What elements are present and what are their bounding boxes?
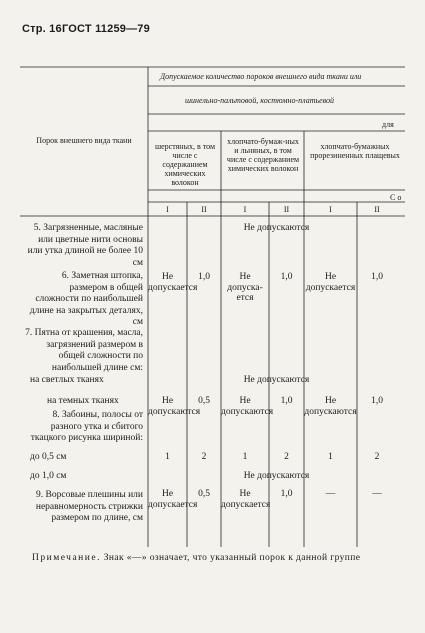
header-top: Допускаемое количество пороков внешнего вида ткани или (160, 72, 362, 81)
row-6-cell-5: Не допускается (305, 272, 356, 293)
row-9-label: 9. Ворсовые плешины или неравномерность стрижки размером по длине, см (35, 490, 143, 523)
row-8-cell-5: 1 (328, 452, 333, 462)
row-6-cell-4: 1,0 (280, 272, 293, 282)
row-9-cell-6: — (372, 489, 382, 499)
row-7-dark-cell-1: Не допускаются (148, 396, 201, 417)
row-7-dark-label: на темных тканях (47, 396, 119, 406)
group-wool: шерстяных, в том числе с содержанием химических волокон (154, 142, 216, 187)
header-dlya: для (382, 120, 394, 129)
row-8-cell-2: 2 (201, 452, 207, 462)
row-9-cell-3: Не допускается (221, 489, 271, 510)
grade-2b: II (283, 205, 290, 214)
row-8-upto10-span: Не допускаются (243, 471, 310, 481)
row-7-label: 7. Пятна от крашения, масла, загрязнений размером в общей сложности по наибольшей длине см: (25, 328, 143, 373)
row-header: Порок внешнего вида ткани (36, 136, 132, 145)
row-8-upto05-label: до 0,5 см (30, 452, 67, 462)
group-raincoat: хлопчато-бумажных прорезиненных плащевых (310, 142, 400, 160)
page-number: Стр. 16 (22, 23, 62, 35)
row-6-cell-3: Не допуска-ется (227, 272, 263, 303)
row-7-light-span: Не допускаются (243, 375, 310, 385)
row-7-dark-cell-6: 1,0 (371, 396, 383, 406)
grade-1c: I (329, 205, 332, 214)
row-5-span: Не допускаются (243, 223, 310, 233)
row-7-dark-cell-5: Не допускаются (304, 396, 357, 417)
note-title: Примечание. (32, 553, 101, 563)
row-9-cell-5: — (325, 489, 336, 499)
row-6-cell-6: 1,0 (371, 272, 383, 282)
row-5-label: 5. Загрязненные, масляные или цветные нити основы или утка длиной не более 10 см (27, 223, 143, 268)
row-7-dark-cell-3: Не допускаются (221, 396, 274, 417)
header-so: С о (390, 193, 402, 202)
row-9-cell-4: 1,0 (280, 489, 293, 499)
grade-2c: II (374, 205, 380, 214)
row-8-cell-1: 1 (165, 452, 170, 462)
row-8-cell-4: 2 (284, 452, 289, 462)
row-7-dark-cell-2: 0,5 (198, 396, 210, 406)
grade-1b: I (243, 205, 247, 214)
row-6-cell-2: 1,0 (198, 272, 210, 282)
row-9-cell-1: Не допускается (148, 489, 198, 510)
row-8-upto10-label: до 1,0 см (30, 471, 67, 481)
grade-1a: I (166, 205, 169, 214)
row-8-cell-6: 2 (374, 452, 380, 462)
row-6-cell-1: Не допускается (148, 272, 198, 293)
note-text: Знак «—» означает, что указанный порок к данной группе (103, 553, 361, 563)
row-8-label: 8. Забоины, полосы от разного утка и сбитого ткацкого рисунка шириной: (30, 410, 143, 443)
note (32, 553, 360, 563)
row-6-label: 6. Заметная штопка, размером в общей сложности по наибольшей длине на закрытых деталях, см (29, 271, 143, 327)
grade-2a: II (201, 205, 207, 214)
header-sub: шинельно-пальтовой, костюмно-платьевой (185, 96, 335, 105)
row-7-light-label: на светлых тканях (30, 375, 104, 385)
standard-number: ГОСТ 11259—79 (62, 23, 150, 35)
group-cotton-linen: хлопчато-бумаж-ных и льняных, в том числе с содержанием химических волокон (226, 137, 300, 173)
row-9-cell-2: 0,5 (198, 489, 210, 499)
row-7-dark-cell-4: 1,0 (280, 396, 293, 406)
row-8-cell-3: 1 (242, 452, 248, 462)
